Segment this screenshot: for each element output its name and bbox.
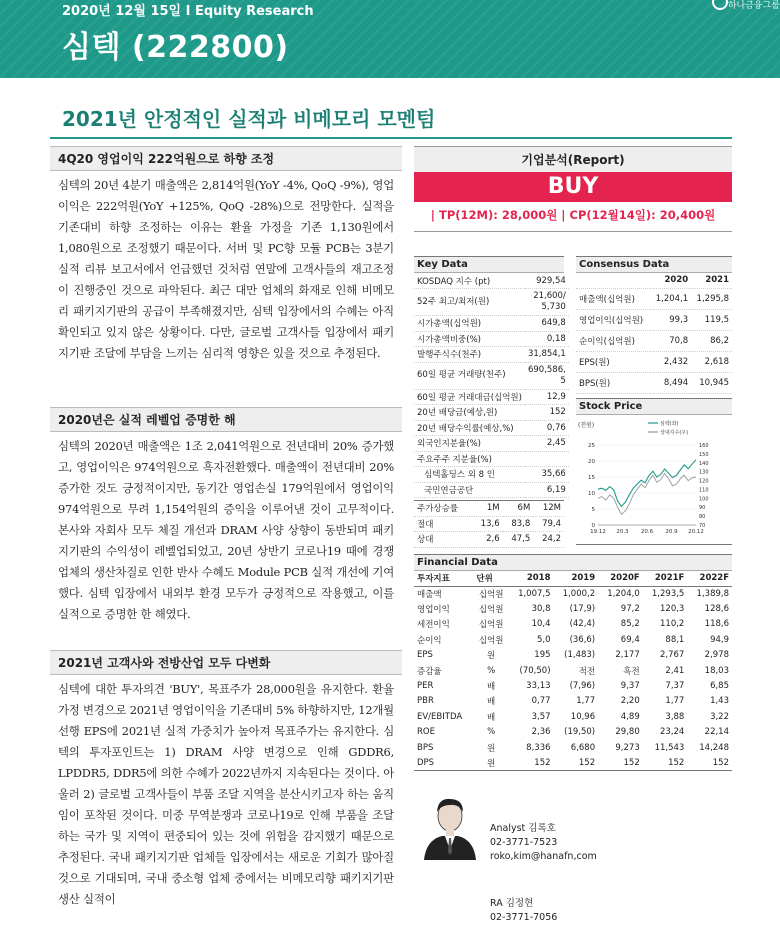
financial-row [414, 694, 732, 709]
consensus-value: 1,204,1 [650, 288, 691, 309]
y-left-tick: 10 [588, 491, 595, 497]
consensus-table [576, 273, 732, 394]
financial-header-row [414, 571, 732, 586]
report-headline: 2021년 안정적인 실적과 비메모리 모멘텀 [62, 107, 436, 131]
consensus-value: 70,8 [650, 330, 691, 351]
ra-contact [490, 897, 557, 925]
section-heading: 2020년은 실적 레벨업 증명한 해 [50, 407, 402, 432]
key-data-row [414, 273, 569, 289]
key-data-value: 2,45 [525, 436, 569, 452]
key-data-value: 690,586,5 [525, 362, 569, 389]
consensus-label: 순이익(십억원) [576, 330, 650, 351]
financial-cell: 23,24 [660, 727, 685, 738]
financial-row [414, 725, 732, 740]
x-tick: 20.12 [688, 529, 704, 535]
financial-cell: 69,4 [620, 634, 640, 645]
financial-cell: 3,57 [531, 711, 551, 722]
financial-cell: 14,248 [699, 742, 729, 753]
performance-cell: 83,8 [503, 516, 534, 532]
consensus-value: 2,618 [691, 351, 732, 372]
financial-cell: 2,41 [665, 665, 685, 676]
key-data-table [414, 273, 569, 498]
key-data-value: 6,19 [525, 482, 569, 498]
y-right-tick: 130 [699, 469, 709, 476]
financial-title: Financial Data [414, 554, 732, 571]
financial-cell: 9,273 [615, 742, 640, 753]
financial-cell: 152 [687, 755, 732, 770]
financial-row [414, 663, 732, 678]
consensus-value: 86,2 [691, 330, 732, 351]
financial-cell: 30,8 [531, 604, 551, 615]
hana-logo-icon [712, 0, 728, 10]
year-header: 2021 [691, 273, 732, 288]
financial-cell: PBR [417, 696, 434, 707]
financial-cell: 120,3 [660, 604, 685, 615]
consensus-label: EPS(원) [576, 351, 650, 372]
financial-cell: 85,2 [620, 619, 640, 630]
consensus-row [576, 288, 732, 309]
financial-cell: 10,96 [570, 711, 596, 722]
financial-cell: (42,4) [569, 619, 596, 630]
performance-header: 1M [472, 501, 503, 517]
financial-cell: (70,50) [519, 665, 551, 676]
financial-cell: PER [417, 681, 434, 692]
performance-cell: 13,6 [472, 516, 503, 532]
y-right-tick: 80 [699, 514, 706, 521]
financial-cell: 1,293,5 [651, 588, 685, 599]
financial-cell: (17,9) [569, 604, 596, 615]
financial-cell: 8,336 [526, 742, 551, 753]
financial-cell: 1,43 [710, 696, 729, 707]
key-data-row [414, 451, 569, 467]
analyst-name: Analyst 김록호 [490, 823, 556, 834]
consensus-row [576, 330, 732, 351]
analyst-photo [420, 790, 480, 860]
financial-panel [414, 554, 732, 771]
y-left-tick: 15 [588, 475, 595, 481]
financial-cell: 배 [487, 712, 496, 723]
consensus-value: 99,3 [650, 309, 691, 330]
stock-price-panel [576, 398, 732, 545]
performance-table [414, 500, 564, 548]
target-price-line: | TP(12M): 28,000원 | CP(12월14일): 20,400원 [414, 202, 732, 232]
financial-cell: 152 [509, 755, 554, 770]
report-type-label: 기업분석(Report) [414, 146, 732, 172]
financial-cell: 11,543 [654, 742, 685, 753]
key-data-title: Key Data [414, 256, 564, 273]
financial-cell: 6,85 [710, 681, 729, 692]
key-data-value: 0,76 [525, 420, 569, 436]
key-data-row [414, 289, 569, 316]
y-right-tick: 160 [699, 443, 709, 449]
year-header: 2020 [650, 273, 691, 288]
financial-cell: 0,77 [531, 696, 551, 707]
key-data-row [414, 482, 569, 498]
key-data-row [414, 436, 569, 452]
consensus-row [576, 372, 732, 393]
key-data-label: 발행주식수(천주) [414, 347, 525, 363]
financial-cell: 원 [473, 755, 509, 770]
financial-header: 2018 [509, 571, 554, 586]
y-right-tick: 70 [699, 523, 706, 529]
financial-row [414, 740, 732, 755]
financial-cell: % [487, 665, 496, 676]
financial-header: 2019 [554, 571, 599, 586]
consensus-value: 119,5 [691, 309, 732, 330]
ra-name: RA 김정현 [490, 898, 534, 909]
financial-cell: 영업이익 [417, 605, 450, 616]
financial-cell: 152 [643, 755, 688, 770]
key-data-row [414, 362, 569, 389]
consensus-value: 8,494 [650, 372, 691, 393]
financial-row [414, 709, 732, 724]
key-data-label: 52주 최고/최저(원) [414, 289, 525, 316]
consensus-panel [576, 256, 732, 394]
financial-cell: EPS [417, 650, 433, 661]
key-data-label: 20년 배당금(예상,원) [414, 405, 525, 421]
performance-header: 주가상승률 [414, 501, 472, 517]
financial-cell: 7,37 [665, 681, 685, 692]
financial-cell: 배 [487, 682, 496, 693]
financial-cell: 1,77 [665, 696, 685, 707]
financial-cell: 33,13 [526, 681, 551, 692]
report-date: 2020년 12월 15일 I Equity Research [62, 4, 314, 19]
company-title: 심텍 (222800) [62, 30, 289, 65]
financial-cell: 110,2 [660, 619, 685, 630]
performance-cell: 24,2 [533, 532, 564, 548]
financial-cell: 3,22 [710, 711, 729, 722]
key-data-label: 국민연금공단 [414, 482, 525, 498]
section-heading: 2021년 고객사와 전방산업 모두 다변화 [50, 650, 402, 675]
financial-cell: 2,36 [531, 727, 551, 738]
consensus-header-row [576, 273, 732, 288]
financial-row [414, 678, 732, 693]
key-data-value: 152 [525, 405, 569, 421]
x-tick: 20.3 [616, 529, 629, 535]
financial-cell: 1,000,2 [562, 588, 596, 599]
key-data-row [414, 389, 569, 405]
financial-cell: ROE [417, 727, 435, 738]
financial-cell: % [487, 727, 496, 738]
y-right-tick: 90 [699, 505, 706, 512]
y-right-tick: 150 [699, 451, 709, 458]
x-tick: 20.9 [665, 529, 678, 535]
financial-row [414, 617, 732, 632]
performance-header: 12M [533, 501, 564, 517]
financial-cell: 매출액 [417, 589, 442, 600]
financial-cell: 10,4 [531, 619, 551, 630]
stock-chart-svg [576, 415, 732, 545]
financial-cell: 22,14 [704, 727, 729, 738]
financial-cell: 흑전 [623, 666, 640, 677]
financial-cell: 29,80 [615, 727, 640, 738]
consensus-label: 영업이익(십억원) [576, 309, 650, 330]
financial-cell: 배 [487, 697, 496, 708]
financial-cell: 152 [598, 755, 643, 770]
key-data-label: 심텍홀딩스 외 8 인 [414, 467, 525, 483]
stock-price-title: Stock Price [576, 398, 732, 415]
headline-divider [50, 137, 732, 139]
financial-cell: EV/EBITDA [417, 711, 463, 722]
x-tick: 19.12 [590, 529, 606, 535]
performance-cell: 상대 [414, 532, 472, 548]
key-data-label: KOSDAQ 지수 (pt) [414, 273, 525, 289]
ra-phone: 02-3771-7056 [490, 912, 558, 923]
stock-chart [576, 415, 732, 545]
consensus-title: Consensus Data [576, 256, 732, 273]
performance-header-row [414, 501, 564, 517]
financial-cell: 94,9 [710, 634, 729, 645]
financial-cell: 97,2 [620, 604, 640, 615]
section-paragraph: 심텍의 2020년 매출액은 1조 2,041억원으로 전년대비 20% 증가했고, 영업이익은 974억원으로 흑자전환했다. 매출액이 전년대비 20% 증가한 것도 긍정적이지만, 동기간 영업손실 179억원에서 영업이익 974억원으로 무려 1,154억원의 증익을 이루어낸 것이 고무적이다. 본사와 자회사 모두 체질 개선과 DRAM 사양 상향이 동반되며 패키지기판의 수익성이 레벨업되었고, 20년 상반기 코로나19 때에 경쟁업체의 생산차질로 인한 반사 수혜도 Module PCB 실적 개선에 기여했다. 심텍 입장에서 내외부 환경 모두가 긍정적으로 작용했고, 이를 실적으로 증명한 한 해였다. [58, 439, 394, 621]
financial-table [414, 571, 732, 771]
financial-cell: 십억원 [478, 605, 504, 616]
key-data-value: 35,66 [525, 467, 569, 483]
performance-row [414, 532, 564, 548]
y-left-tick: 25 [588, 443, 595, 449]
key-data-value: 12,9 [525, 389, 569, 405]
financial-cell: 2,20 [620, 696, 640, 707]
key-data-value: 649,8 [525, 316, 569, 332]
key-data-label: 주요주주 지분율(%) [414, 451, 525, 467]
key-data-label: 60일 평균 거래량(천주) [414, 362, 525, 389]
section-paragraph: 심텍에 대한 투자의견 'BUY', 목표주가 28,000원을 유지한다. 환율 가정 변경으로 2021년 영업이익을 기존대비 5% 하향하지만, 12개월 선행 EPS에 2021년 실적 가중치가 높아져 목표주가는 유지한다. 심텍의 투자포인트는 1) DRAM 사양 변경으로 인해 GDDR6, LPDDR5, DDR5에 의한 수혜가 2022년까지 지속된다는 것이다. 아울러 2) 글로벌 고객사들이 부품 조달 지역을 분산시키고자 하는 움직임이 포착된 것이다. 미중 무역분쟁과 코로나19로 인해 부품을 조달하는 국가 및 지역이 편중되어 있는 것에 위험을 감지했기 때문으로 추정된다. 국내 패키지기판 업체들 입장에서는 새로운 기회가 많아질 것으로 기대되며, 국내 중소형 업체 중에서는 비메모리향 패키지기판 생산 실적이 [58, 682, 394, 906]
financial-row [414, 632, 732, 647]
financial-header: 2021F [643, 571, 688, 586]
logo-text: 하나금융그룹 [727, 1, 780, 11]
financial-header: 2020F [598, 571, 643, 586]
financial-cell: 1,204,0 [607, 588, 640, 599]
key-data-value: 31,854,1 [525, 347, 569, 363]
financial-cell: BPS [417, 742, 434, 753]
consensus-value: 2,432 [650, 351, 691, 372]
financial-cell: 1,389,8 [696, 588, 729, 599]
key-data-label: 시가총액(십억원) [414, 316, 525, 332]
financial-cell: 2,978 [704, 650, 729, 661]
performance-cell: 47,5 [503, 532, 534, 548]
financial-header: 단위 [473, 571, 509, 586]
financial-header: 2022F [687, 571, 732, 586]
key-data-row [414, 420, 569, 436]
consensus-value: 1,295,8 [691, 288, 732, 309]
key-data-label: 외국인지분율(%) [414, 436, 525, 452]
financial-cell: 증감율 [417, 666, 442, 677]
financial-cell: 6,680 [570, 742, 596, 753]
analyst-contact [490, 822, 597, 864]
y-right-tick: 140 [699, 460, 709, 467]
consensus-label: BPS(원) [576, 372, 650, 393]
financial-cell: 195 [534, 650, 551, 661]
financial-row [414, 586, 732, 601]
y-right-tick: 110 [699, 487, 709, 494]
financial-cell: 4,89 [620, 711, 640, 722]
key-data-label: 60일 평균 거래대금(십억원) [414, 389, 525, 405]
financial-cell: (36,6) [569, 634, 596, 645]
financial-cell: (1,483) [564, 650, 596, 661]
consensus-row [576, 309, 732, 330]
financial-row [414, 755, 732, 770]
x-tick: 20.6 [640, 529, 654, 535]
consensus-label: 매출액(십억원) [576, 288, 650, 309]
financial-cell: (19,50) [564, 727, 596, 738]
key-data-row [414, 467, 569, 483]
financial-cell: 88,1 [665, 634, 685, 645]
legend-rel: 상대지수(우) [660, 430, 689, 436]
financial-cell: 152 [554, 755, 599, 770]
consensus-value: 10,945 [691, 372, 732, 393]
key-data-value [525, 451, 569, 467]
y-left-tick: 5 [591, 507, 595, 513]
financial-cell: 128,6 [704, 604, 729, 615]
key-data-panel [414, 256, 564, 548]
performance-cell: 79,4 [533, 516, 564, 532]
financial-cell: 2,177 [615, 650, 640, 661]
financial-cell: 적전 [578, 666, 596, 677]
key-data-row [414, 331, 569, 347]
performance-cell: 2,6 [472, 532, 503, 548]
financial-row [414, 601, 732, 616]
key-data-row [414, 316, 569, 332]
performance-row [414, 516, 564, 532]
financial-cell: 9,37 [620, 681, 640, 692]
performance-header: 6M [503, 501, 534, 517]
financial-cell: 십억원 [478, 620, 504, 631]
left-axis-unit: (천원) [578, 422, 595, 429]
key-data-row [414, 405, 569, 421]
legend-price: 심텍(좌) [660, 421, 679, 427]
performance-cell: 절대 [414, 516, 472, 532]
key-data-value: 929,54 [525, 273, 569, 289]
financial-cell: 원 [487, 651, 496, 662]
financial-cell: 3,88 [665, 711, 685, 722]
financial-cell: 1,007,5 [518, 588, 551, 599]
financial-cell: 순이익 [417, 635, 442, 646]
financial-cell: 2,767 [660, 650, 685, 661]
y-left-tick: 20 [588, 459, 595, 465]
financial-cell: DPS [414, 755, 473, 770]
financial-cell: 십억원 [478, 589, 504, 600]
financial-cell: 세전이익 [417, 620, 450, 631]
key-data-label: 시가총액비중(%) [414, 331, 525, 347]
y-left-tick: 0 [591, 523, 595, 529]
key-data-value: 0,18 [525, 331, 569, 347]
sidebar-column [414, 146, 732, 769]
body-column [50, 146, 402, 925]
section-paragraph: 심텍의 20년 4분기 매출액은 2,814억원(YoY -4%, QoQ -9%), 영업이익은 222억원(YoY +125%, QoQ -28%)으로 전망한다. 실적을 기존대비 하향 조정하는 이유는 환율 가정을 기존 1,130원에서 1,080원으로 조정했기 때문이다. 서버 및 PC향 모듈 PCB는 3분기 실적 리뷰 보고서에서 언급했던 것처럼 연말에 고객사들의 재고조정이 진행중인 것으로 파악된다. 최근 대만 업체의 화재로 인해 비메모리 패키지기판의 공급이 부족해졌지만, 심텍 입장에서의 수혜는 아직 확인되고 있지 않은 상황이다. 다만, 글로벌 고객사들 입장에서 패키지기판 조달에 부담을 느끼는 심리적 영향은 있을 것으로 추정된다. [58, 178, 394, 360]
key-data-row [414, 347, 569, 363]
key-data-value: 21,600/5,730 [525, 289, 569, 316]
section-heading: 4Q20 영업이익 222억원으로 하향 조정 [50, 146, 402, 171]
y-right-tick: 100 [699, 496, 709, 503]
report-header [0, 0, 780, 78]
financial-cell: 118,6 [704, 619, 729, 630]
financial-row [414, 648, 732, 663]
rating-badge: BUY [414, 172, 732, 202]
analyst-email[interactable]: roko,kim@hanafn,com [490, 851, 597, 862]
financial-cell: (7,96) [569, 681, 596, 692]
financial-cell: 1,77 [576, 696, 596, 707]
financial-cell: 18,03 [704, 665, 729, 676]
y-right-tick: 120 [699, 478, 709, 485]
consensus-row [576, 351, 732, 372]
series-line-price [598, 460, 696, 507]
key-data-label: 20년 배당수익률(예상,%) [414, 420, 525, 436]
analyst-phone: 02-3771-7523 [490, 837, 558, 848]
financial-cell: 5,0 [536, 634, 551, 645]
financial-header: 투자지표 [414, 571, 473, 586]
financial-cell: 원 [487, 743, 496, 754]
financial-cell: 십억원 [478, 635, 504, 646]
